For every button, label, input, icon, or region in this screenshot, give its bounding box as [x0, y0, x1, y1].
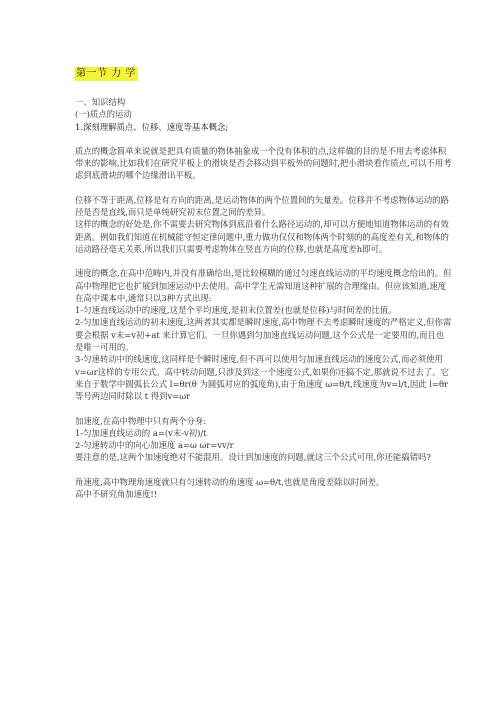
spacer — [75, 464, 452, 476]
section-title: 第一节 力 学 — [76, 68, 136, 79]
paragraph-displacement: 位移不等于距离,位移是有方向的距离,是运动物体的两个位置间的矢量差。位移并不考虑物体运动的路径是否是直线,而只是单纯研究初末位置之间的差异。 — [75, 194, 449, 218]
spacer — [75, 403, 452, 415]
spacer — [75, 255, 452, 267]
paragraph-angular-acceleration: 高中不研究角加速度!! — [75, 489, 158, 500]
paragraph-acceleration-note: 要注意的是,这两个加速度绝对不能混用。设计到加速度的问题,就这三个公式可用,你还能搞错吗? — [75, 452, 431, 463]
paragraph-velocity-2: 2-匀加速直线运动的初末速度,这两者其实都是瞬时速度,高中物理不去考虑瞬时速度的严格定义,但你需要会根据 v末=v初+at 来计算它们。一旦你遇到匀加速直线运动问题,这个公式是一定要用的,而且也是唯一可用的。 — [75, 317, 452, 353]
paragraph-velocity-3: 3-匀速转动中的线速度,这同样是个瞬时速度,但不再可以使用匀加速直线运动的速度公式,而必须使用v=ωr这样的专用公式。高中转动问题,只涉及到这一个速度公式,如果你还搞不定,那就说不过去了。它来自于数学中圆弧长公式 l=θr(θ 为圆弧对应的弧度角),由于角速度 ω=θ/t,线速度为v=l/t,因此 l=θr 等号两边同时除以 t 得到v=ωr — [75, 354, 449, 402]
paragraph-displacement-benefit: 这样的概念的好处是,你不需要去研究物体到底沿着什么路径运动的,却可以方便地知道物体运动的有效距离。例如我们知道在机械能守恒定律问题中,重力做功仅仅和物体两个时刻的的高度差有关,和物体的运动路径毫无关系,所以我们只需要考虑物体在竖直方向的位移,也就是高度差h即可。 — [75, 219, 449, 254]
paragraph-particle: 质点的概念简单来说就是把具有质量的物体抽象成一个没有体积的点,这样做的目的是不用去考虑体积带来的影响,比如我们在研究平板上的滑块是否会移动到平板外的问题时,把小滑块看作质点,可以不用考虑到底滑块的哪个边缘滑出平板。 — [75, 145, 452, 181]
outline-subheading: (一)质点的运动 — [75, 109, 132, 120]
paragraph-acceleration: 加速度,在高中物理中只有两个分身: — [75, 415, 207, 426]
paragraph-acceleration-1: 1-匀加速直线运动的 a=(v末-v初)/t — [75, 427, 207, 438]
paragraph-velocity: 速度的概念,在高中范畴内,并没有准确给出,是比较模糊的通过匀速直线运动的平均速度概念给出的。但高中物理把它也扩展到加速运动中去使用。高中学生无需知道这种扩展的合理缘由。但应该知道,速度在高中课本中,通常只以3种方式出现: — [75, 268, 452, 303]
spacer — [75, 133, 452, 145]
paragraph-velocity-1: 1-匀速直线运动中的速度,这是个平均速度,是初末位置差(也就是位移)与时间差的比值。 — [75, 305, 397, 316]
outline-heading: 一、知识结构 — [75, 97, 126, 107]
paragraph-acceleration-2: 2-匀速转动中的向心加速度 a=ω ωr=vv/r — [75, 440, 234, 451]
outline-item: 1.深刻理解质点、位移、速度等基本概念; — [75, 121, 229, 132]
paragraph-angular-velocity: 角速度,高中物理角速度就只有匀速转动的角速度 ω=θ/t,也就是角度差除以时间差。 — [75, 476, 385, 487]
spacer — [75, 182, 452, 194]
